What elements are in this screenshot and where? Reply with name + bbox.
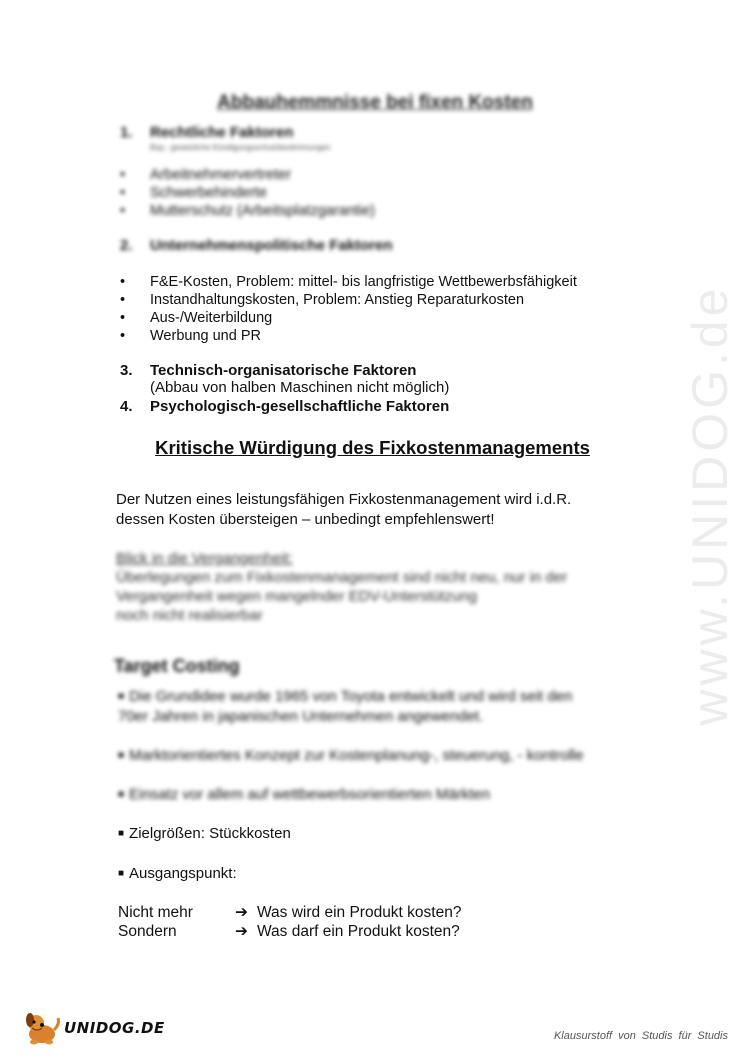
section-1-number: 1. [120, 124, 133, 141]
heading-abbauhemmnisse: Abbauhemmnisse bei fixen Kosten [217, 92, 533, 113]
critique-line: dessen Kosten übersteigen – unbedingt empfehlenswert! [116, 511, 495, 528]
section-2-list [120, 273, 577, 345]
comparison-label: Nicht mehr [118, 904, 193, 921]
square-bullet-icon: ■ [118, 868, 125, 879]
square-bullet-icon: ■ [118, 828, 125, 839]
critique-text [116, 490, 571, 530]
critique-line: Der Nutzen eines leistungsfähigen Fixkostenmanagement wird i.d.R. [116, 491, 572, 508]
comparison-text: Was wird ein Produkt kosten? [257, 904, 462, 921]
comparison-label: Sondern [118, 923, 177, 940]
blick-line: Überlegungen zum Fixkostenmanagement sind nicht neu, nur in der [116, 569, 568, 586]
list-item: • Mutterschutz (Arbeitsplatzgarantie) [120, 202, 375, 220]
dog-mascot-icon [22, 1010, 62, 1046]
list-item: • Aus-/Weiterbildung [120, 309, 577, 327]
section-1-heading [120, 124, 293, 141]
list-item: • Instandhaltungskosten, Problem: Anstieg Reparaturkosten [120, 291, 577, 309]
tc-bullet-text: 70er Jahren in japanischen Unternehmen angewendet. [118, 708, 484, 725]
list-item: • Werbung und PR [120, 327, 577, 345]
tc-bullet-text: Einsatz vor allem auf wettbewerbsorientierten Märkten [129, 786, 491, 803]
comparison-row [118, 903, 461, 922]
blick-title: Blick in die Vergangenheit: [116, 550, 293, 567]
heading-target-costing: Target Costing [114, 656, 240, 676]
section-4-number: 4. [120, 398, 133, 415]
section-3-title: Technisch-organisatorische Faktoren [150, 362, 417, 379]
section-1-list [120, 166, 375, 220]
blick-block [116, 549, 567, 625]
section-4-heading [120, 398, 449, 415]
square-bullet-icon: ■ [118, 750, 125, 761]
section-3-note: (Abbau von halben Maschinen nicht möglich) [150, 379, 450, 396]
arrow-right-icon: ➔ [235, 904, 248, 921]
tc-bullet-1 [118, 687, 638, 727]
blick-line: Vergangenheit wegen mangelnder EDV-Unterstützung [116, 588, 478, 605]
section-1-note: Bsp.: gesetzliche Kündigungsschutzbestimmungen [150, 143, 331, 152]
tc-bullet-5 [118, 864, 638, 884]
section-4-title: Psychologisch-gesellschaftliche Faktoren [150, 398, 450, 415]
list-item: • F&E-Kosten, Problem: mittel- bis langfristige Wettbewerbsfähigkeit [120, 273, 577, 291]
square-bullet-icon: ■ [118, 789, 125, 800]
tc-bullet-text: Marktorientiertes Konzept zur Kostenplanung-, steuerung, - kontrolle [129, 747, 584, 764]
footer-tagline: Klausurstoff von Studis für Studis [553, 1030, 728, 1042]
unidog-logo[interactable] [22, 1010, 165, 1046]
section-3-heading [120, 362, 416, 379]
tc-bullet-text: Zielgrößen: Stückkosten [129, 825, 291, 842]
square-bullet-icon: ■ [118, 691, 125, 702]
section-2-number: 2. [120, 237, 133, 254]
logo-text: UNIDOG.DE [64, 1019, 165, 1037]
blick-line: noch nicht realisierbar [116, 607, 263, 624]
list-item: • Schwerbehinderte [120, 184, 375, 202]
tc-bullet-text: Die Grundidee wurde 1965 von Toyota entwickelt und wird seit den [129, 688, 573, 705]
section-3-number: 3. [120, 362, 133, 379]
list-item: • Arbeitnehmervertreter [120, 166, 375, 184]
tc-bullet-text: Ausgangspunkt: [129, 865, 237, 882]
heading-kritische-wuerdigung: Kritische Würdigung des Fixkostenmanagements [155, 437, 590, 458]
section-1-title: Rechtliche Faktoren [150, 124, 294, 141]
tc-bullet-2 [118, 746, 638, 766]
arrow-right-icon: ➔ [235, 923, 248, 940]
tc-bullet-4 [118, 824, 638, 844]
comparison-row [118, 922, 460, 941]
watermark-text: www.UNIDOG.de [682, 284, 738, 726]
section-2-heading [120, 237, 393, 254]
section-2-title: Unternehmenspolitische Faktoren [150, 237, 393, 254]
comparison-text: Was darf ein Produkt kosten? [257, 923, 460, 940]
tc-bullet-3 [118, 785, 638, 805]
